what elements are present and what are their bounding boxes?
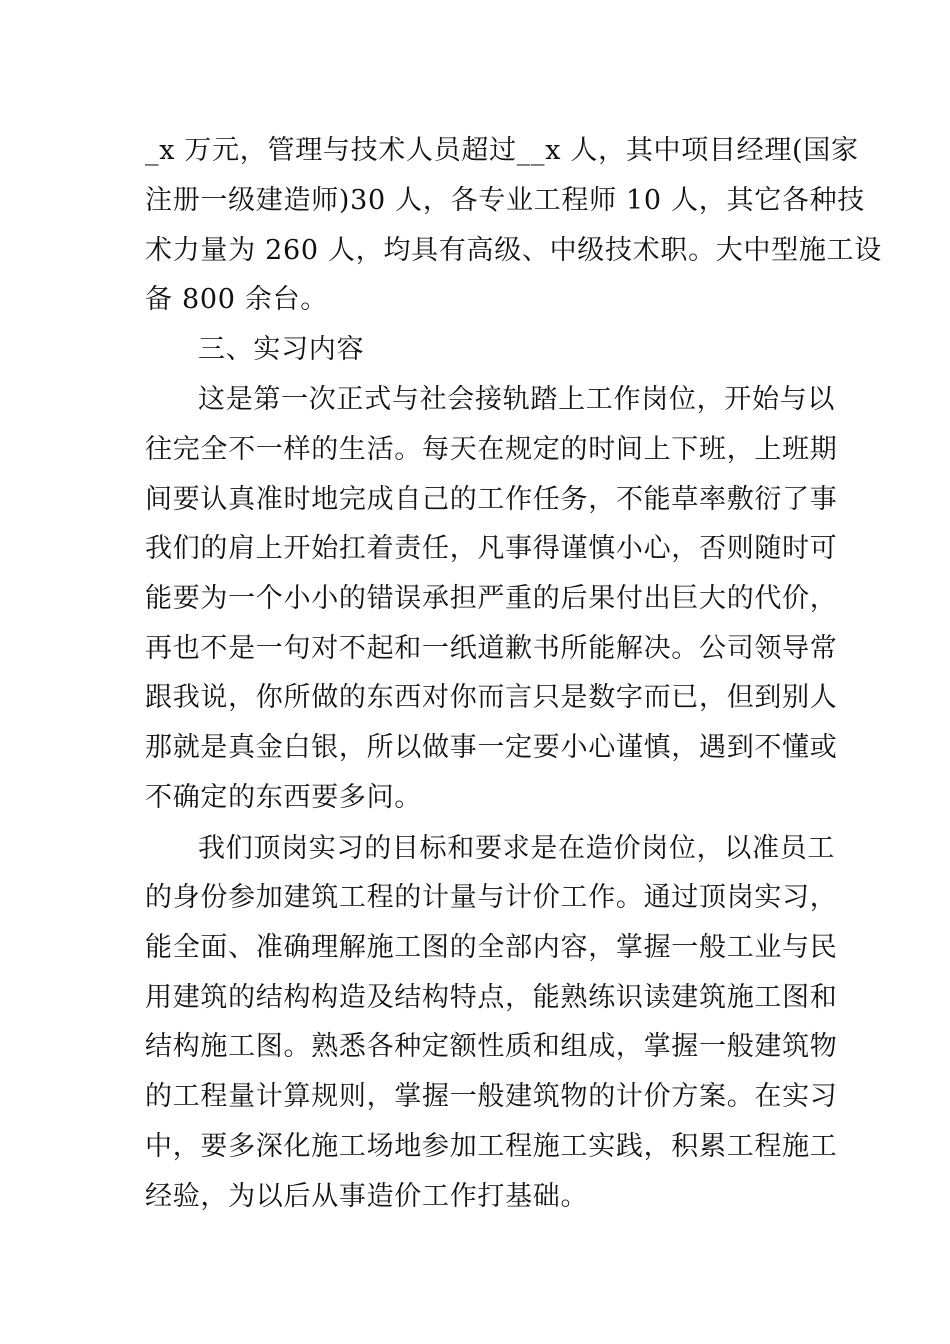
paragraph-2-line-8: 那就是真金白银，所以做事一定要小心谨慎，遇到不懂或 [145,732,838,763]
paragraph-2-line-7: 跟我说，你所做的东西对你而言只是数字而已，但到别人 [145,682,838,713]
paragraph-1-line-4: 备 800 余台。 [145,284,328,315]
paragraph-2-line-3: 间要认真准时地完成自己的工作任务，不能草率敷衍了事 [145,484,838,515]
paragraph-1-line-3: 术力量为 260 人，均具有高级、中级技术职。大中型施工设 [145,235,882,266]
paragraph-1-line-2: 注册一级建造师)30 人，各专业工程师 10 人，其它各种技 [145,185,865,216]
paragraph-2-line-4: 我们的肩上开始扛着责任，凡事得谨慎小心，否则随时可 [145,533,838,564]
paragraph-2-line-6: 再也不是一句对不起和一纸道歉书所能解决。公司领导常 [145,633,838,664]
paragraph-3-line-6: 的工程量计算规则，掌握一般建筑物的计价方案。在实习 [145,1081,838,1112]
paragraph-2-line-9: 不确定的东西要多问。 [145,782,422,813]
paragraph-3-line-2: 的身份参加建筑工程的计量与计价工作。通过顶岗实习， [145,882,838,913]
paragraph-3-line-8: 经验，为以后从事造价工作打基础。 [145,1181,589,1212]
paragraph-1-line-1: _x 万元，管理与技术人员超过__x 人，其中项目经理(国家 [145,135,859,166]
paragraph-3-line-3: 能全面、准确理解施工图的全部内容，掌握一般工业与民 [145,932,838,963]
paragraph-2-line-1: 这是第一次正式与社会接轨踏上工作岗位，开始与以 [198,384,836,415]
paragraph-3-line-4: 用建筑的结构构造及结构特点，能熟练识读建筑施工图和 [145,982,838,1013]
section-heading: 三、实习内容 [198,334,365,365]
paragraph-2-line-5: 能要为一个小小的错误承担严重的后果付出巨大的代价， [145,583,838,614]
paragraph-3-line-7: 中，要多深化施工场地参加工程施工实践，积累工程施工 [145,1131,838,1162]
paragraph-3-line-1: 我们顶岗实习的目标和要求是在造价岗位，以准员工 [198,833,836,864]
paragraph-3-line-5: 结构施工图。熟悉各种定额性质和组成，掌握一般建筑物 [145,1031,838,1062]
paragraph-2-line-2: 往完全不一样的生活。每天在规定的时间上下班，上班期 [145,434,838,465]
